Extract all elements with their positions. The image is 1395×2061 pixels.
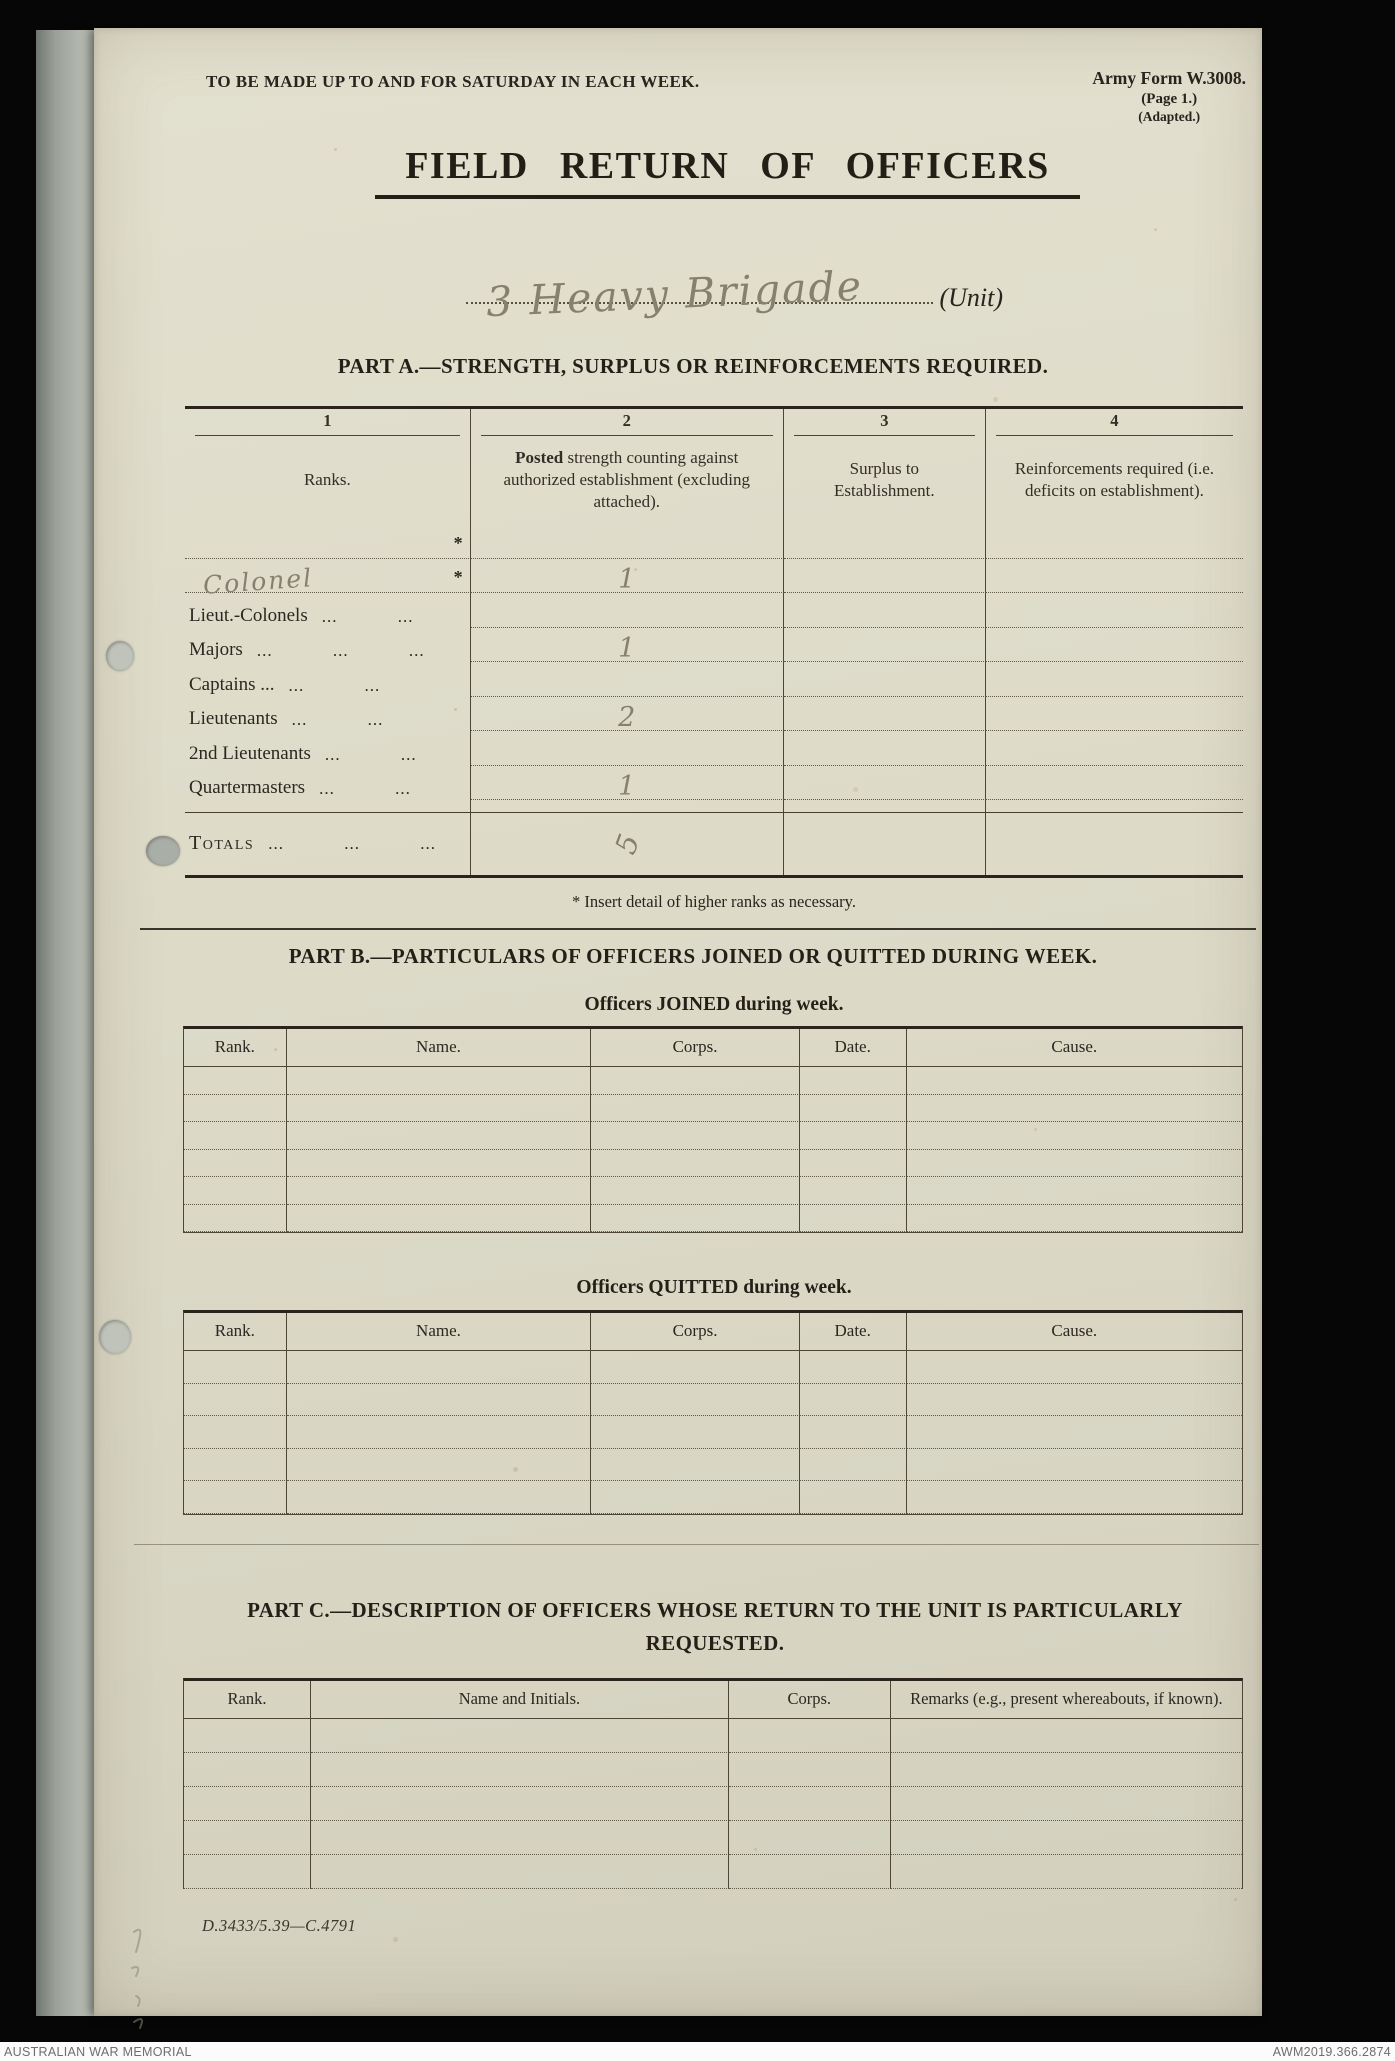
blank-cell (800, 1067, 907, 1095)
higher-rank-asterisk: * (453, 532, 463, 553)
blank-cell (184, 1753, 311, 1787)
form-identifier (1092, 68, 1246, 126)
officers-joined-table (183, 1026, 1243, 1233)
paper-stains (334, 148, 337, 151)
column-number: 2 (481, 411, 773, 436)
archive-caption-bar (0, 2042, 1395, 2061)
unit-write-line (466, 261, 933, 327)
blank-cell (591, 1095, 799, 1123)
column-number: 4 (996, 411, 1233, 436)
dot-leaders: ... ... (319, 779, 411, 798)
paper-crease-line (134, 1544, 1259, 1545)
blank-cell (729, 1719, 891, 1753)
blank-cell (591, 1384, 799, 1417)
blank-cell (184, 1481, 287, 1514)
dot-leaders: ... ... (288, 675, 381, 695)
punch-hole (106, 641, 134, 671)
blank-cell (891, 1821, 1242, 1855)
paper-damage-spot (146, 836, 180, 866)
column-header-rank: Rank. (184, 1681, 311, 1719)
blank-cell (800, 1122, 907, 1150)
part-c-header-row (184, 1681, 1242, 1719)
archive-accession-number: AWM2019.366.2874 (1272, 2044, 1391, 2059)
dot-leaders: ... ... (291, 710, 384, 729)
column-label: Ranks. (303, 469, 351, 489)
form-paper (94, 28, 1262, 2016)
blank-cell (184, 1122, 287, 1150)
blank-cell (184, 1177, 287, 1205)
rank-label: Lieut.-Colonels (189, 604, 308, 626)
archive-institution: AUSTRALIAN WAR MEMORIAL (4, 2044, 192, 2059)
dot-leaders: ... ... (324, 744, 417, 764)
blank-cell (800, 1150, 907, 1178)
officers-quitted-table (183, 1310, 1243, 1515)
blank-table-row (184, 1855, 1242, 1889)
blank-table-row (184, 1351, 1242, 1384)
blank-cell (287, 1416, 592, 1449)
blank-cell (891, 1787, 1242, 1821)
part-b-heading: PART B.—PARTICULARS OF OFFICERS JOINED OR QUITTED DURING WEEK. (288, 944, 1098, 968)
part-a-table (185, 406, 1243, 878)
blank-cell (891, 1719, 1242, 1753)
blank-cell (591, 1205, 799, 1233)
part-a-heading: PART A.—STRENGTH, SURPLUS OR REINFORCEMENTS REQUIRED. (337, 354, 1049, 378)
column-header-date: Date. (800, 1313, 907, 1351)
blank-cell (729, 1753, 891, 1787)
column-header-rank: Rank. (184, 1029, 287, 1067)
blank-table-row (184, 1095, 1242, 1123)
table-row (185, 662, 1243, 697)
table-row (185, 559, 1243, 600)
blank-cell (287, 1177, 592, 1205)
column-label: Reinforcements required (i.e. deficits on establishment). (1014, 458, 1215, 500)
weekly-instruction-note: TO BE MADE UP TO AND FOR SATURDAY IN EACH WEEK. (206, 72, 700, 91)
handwritten-total-value: 5 (607, 829, 646, 858)
column-header-ranks (185, 409, 471, 524)
blank-cell (184, 1821, 311, 1855)
column-header-rank: Rank. (184, 1313, 287, 1351)
blank-cell (729, 1855, 891, 1889)
handwritten-posted-value: 1 (618, 633, 636, 665)
blank-cell (800, 1177, 907, 1205)
column-number: 3 (794, 411, 975, 436)
form-adapted-note: (Adapted.) (1138, 108, 1201, 124)
blank-cell (729, 1787, 891, 1821)
table-row (185, 593, 1243, 628)
blank-table-row (184, 1449, 1242, 1482)
blank-cell (287, 1481, 592, 1514)
officers-quitted-title: Officers QUITTED during week. (576, 1277, 852, 1298)
blank-cell (907, 1150, 1242, 1178)
blank-cell (287, 1449, 592, 1482)
handwritten-posted-value: 1 (618, 771, 636, 803)
blank-cell (591, 1122, 799, 1150)
blank-cell (184, 1351, 287, 1384)
blank-cell (591, 1150, 799, 1178)
blank-cell (800, 1205, 907, 1233)
blank-cell (800, 1416, 907, 1449)
officers-joined-title: Officers JOINED during week. (584, 994, 844, 1015)
blank-cell (287, 1205, 592, 1233)
blank-table-row (184, 1150, 1242, 1178)
part-c-heading: PART C.—DESCRIPTION OF OFFICERS WHOSE RETURN TO THE UNIT IS PARTICULARLY REQUESTED. (247, 1598, 1183, 1655)
form-title: FIELD RETURN OF OFFICERS (375, 144, 1080, 199)
column-header-corps: Corps. (591, 1313, 799, 1351)
blank-cell (311, 1821, 729, 1855)
blank-cell (184, 1205, 287, 1233)
column-label: strength counting against authorized establishment (excluding attached). (503, 447, 750, 512)
totals-label: Totals (189, 832, 255, 854)
blank-cell (184, 1719, 311, 1753)
section-divider-rule (140, 928, 1256, 930)
spacer-row (185, 800, 1243, 812)
blank-cell (800, 1481, 907, 1514)
rank-label: Lieutenants (189, 708, 278, 729)
blank-cell (800, 1095, 907, 1123)
blank-cell (907, 1416, 1242, 1449)
unit-entry (466, 261, 1003, 327)
part-a-header-row (185, 409, 1243, 524)
table-row (185, 697, 1243, 732)
quitted-header-row (184, 1313, 1242, 1351)
blank-cell (891, 1753, 1242, 1787)
blank-table-row (184, 1416, 1242, 1449)
blank-cell (184, 1449, 287, 1482)
blank-cell (907, 1177, 1242, 1205)
blank-cell (591, 1481, 799, 1514)
column-header-posted-strength (471, 409, 784, 524)
blank-cell (907, 1122, 1242, 1150)
blank-table-row (184, 1122, 1242, 1150)
column-header-surplus (784, 409, 986, 524)
column-label-bold: Posted (515, 447, 564, 467)
rank-label: Quartermasters (189, 777, 306, 798)
column-header-remarks: Remarks (e.g., present whereabouts, if known). (891, 1681, 1242, 1719)
column-label: Surplus to Establishment. (834, 458, 935, 500)
blank-cell (184, 1855, 311, 1889)
blank-table-row (184, 1067, 1242, 1095)
blank-cell (287, 1067, 592, 1095)
blank-cell (287, 1351, 592, 1384)
blank-cell (287, 1150, 592, 1178)
dot-leaders: ... ... (321, 606, 414, 626)
part-c-table (183, 1678, 1243, 1889)
blank-cell (907, 1351, 1242, 1384)
column-header-reinforcements (986, 409, 1243, 524)
column-header-cause: Cause. (907, 1029, 1242, 1067)
blank-cell (729, 1821, 891, 1855)
column-number: 1 (195, 411, 460, 436)
form-page-number: (Page 1.) (1141, 90, 1198, 107)
unit-label: (Unit) (939, 283, 1003, 312)
blank-cell (184, 1384, 287, 1417)
blank-cell (311, 1855, 729, 1889)
printer-code: D.3433/5.39—C.4791 (202, 1916, 357, 1935)
blank-cell (591, 1416, 799, 1449)
joined-header-row (184, 1029, 1242, 1067)
blank-table-row (184, 1753, 1242, 1787)
table-row (185, 524, 1243, 559)
rank-label: Majors (189, 639, 243, 660)
blank-table-row (184, 1481, 1242, 1514)
blank-cell (184, 1095, 287, 1123)
blank-table-row (184, 1384, 1242, 1417)
handwritten-unit-name: 3 Heavy Brigade (485, 261, 864, 327)
table-row (185, 766, 1243, 801)
blank-cell (311, 1719, 729, 1753)
blank-table-row (184, 1205, 1242, 1233)
dot-leaders: ... ... ... (268, 833, 436, 853)
blank-cell (184, 1067, 287, 1095)
blank-cell (907, 1449, 1242, 1482)
punch-hole (99, 1320, 131, 1354)
blank-cell (907, 1067, 1242, 1095)
blank-cell (591, 1067, 799, 1095)
blank-cell (800, 1449, 907, 1482)
blank-cell (184, 1150, 287, 1178)
handwritten-posted-value: 1 (618, 564, 636, 596)
rank-label: Captains ... (189, 673, 275, 695)
rank-label: 2nd Lieutenants (189, 742, 311, 764)
blank-table-row (184, 1177, 1242, 1205)
blank-cell (591, 1449, 799, 1482)
blank-cell (591, 1177, 799, 1205)
pencil-scribble (122, 1926, 192, 2046)
blank-cell (907, 1481, 1242, 1514)
handwritten-posted-value: 2 (618, 702, 636, 734)
higher-rank-asterisk: * (453, 567, 463, 587)
blank-cell (800, 1351, 907, 1384)
blank-cell (287, 1122, 592, 1150)
blank-cell (800, 1384, 907, 1417)
blank-table-row (184, 1719, 1242, 1753)
dot-leaders: ... ... ... (256, 641, 425, 660)
blank-cell (907, 1384, 1242, 1417)
column-header-name: Name. (287, 1029, 592, 1067)
blank-table-row (184, 1821, 1242, 1855)
blank-cell (311, 1753, 729, 1787)
column-header-date: Date. (800, 1029, 907, 1067)
underlying-page-edge (36, 30, 98, 2016)
table-row (185, 731, 1243, 766)
blank-cell (907, 1205, 1242, 1233)
totals-row (185, 813, 1243, 875)
blank-cell (891, 1855, 1242, 1889)
blank-cell (184, 1416, 287, 1449)
blank-cell (591, 1351, 799, 1384)
part-a-footnote: * Insert detail of higher ranks as necessary. (572, 892, 856, 911)
blank-cell (184, 1787, 311, 1821)
column-header-name: Name. (287, 1313, 592, 1351)
blank-cell (287, 1384, 592, 1417)
blank-table-row (184, 1787, 1242, 1821)
form-number: Army Form W.3008. (1092, 68, 1246, 88)
column-header-corps: Corps. (729, 1681, 891, 1719)
column-header-name-initials: Name and Initials. (311, 1681, 729, 1719)
handwritten-rank-colonel: Colonel (202, 563, 315, 600)
blank-cell (907, 1095, 1242, 1123)
blank-cell (287, 1095, 592, 1123)
column-header-corps: Corps. (591, 1029, 799, 1067)
blank-cell (311, 1787, 729, 1821)
column-header-cause: Cause. (907, 1313, 1242, 1351)
table-row (185, 628, 1243, 663)
